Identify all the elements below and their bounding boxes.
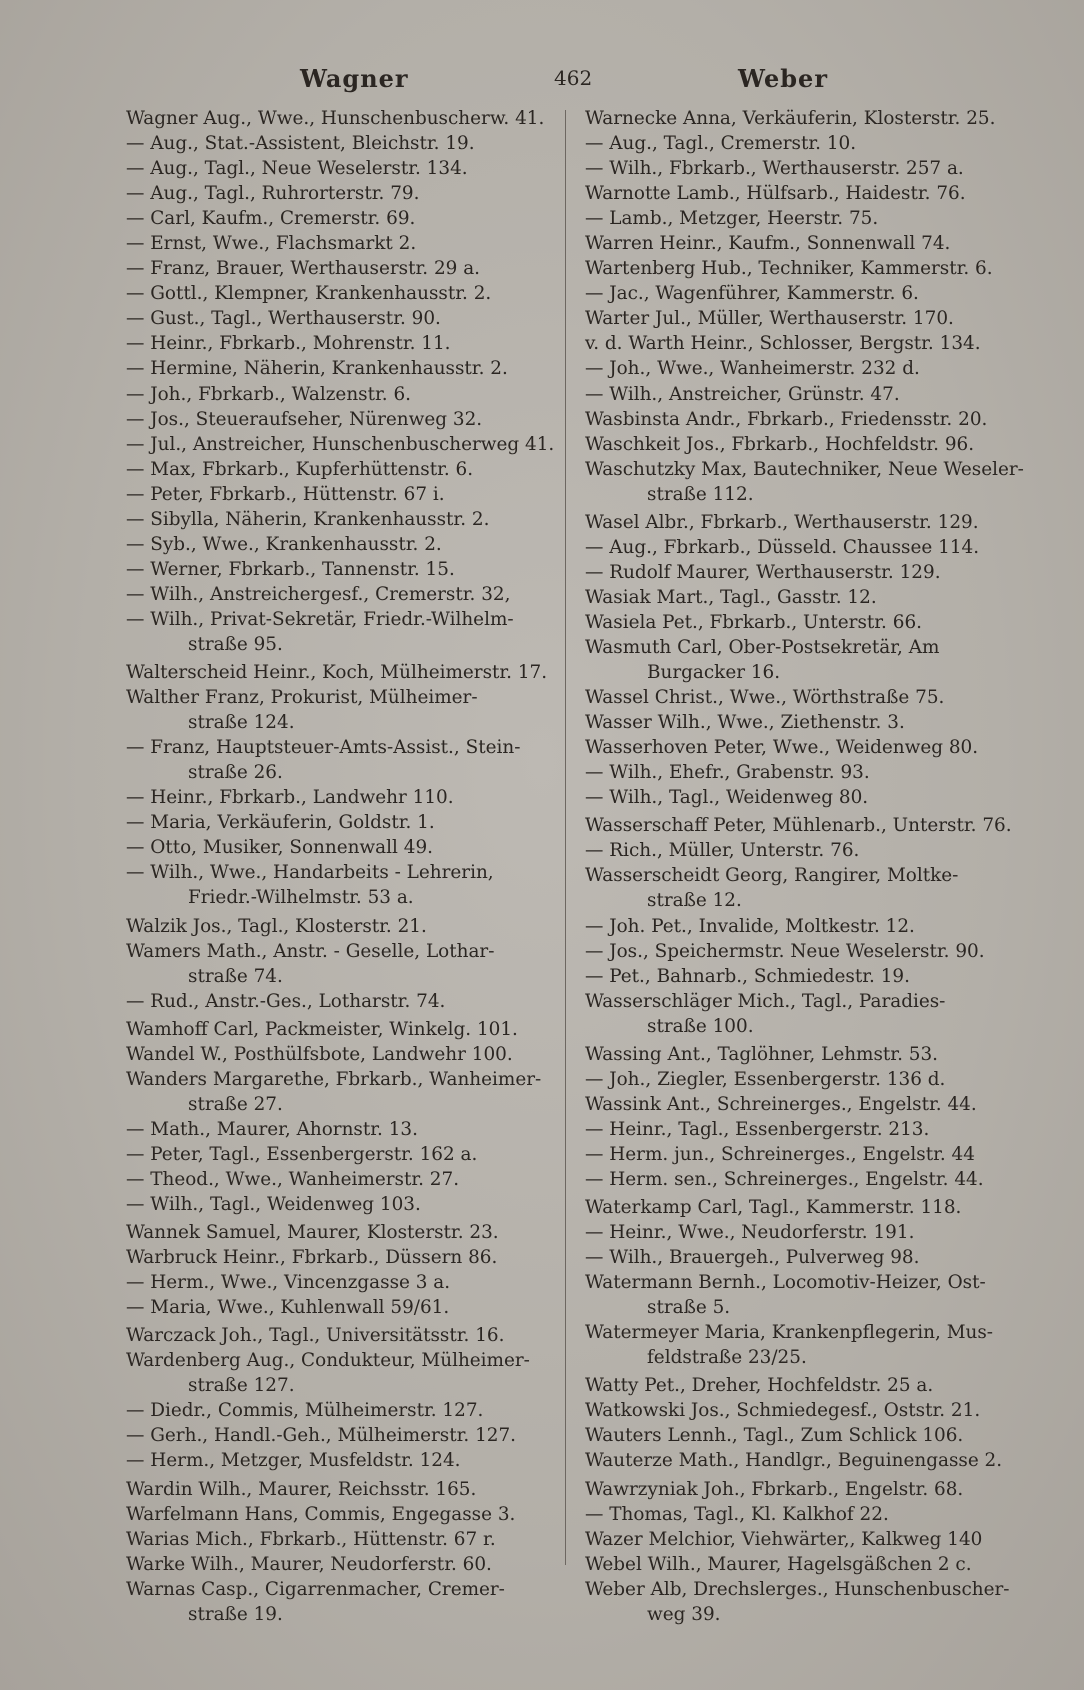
directory-entry: [126, 685, 556, 735]
directory-entry: [585, 106, 1017, 131]
directory-entry: [585, 432, 1017, 457]
entry-line: v. d. Warth Heinr., Schlosser, Bergstr. 134.: [585, 333, 981, 355]
directory-entry: [585, 1577, 1017, 1627]
directory-entry: [585, 356, 1017, 381]
directory-entry: [585, 838, 1017, 863]
directory-entry: [126, 1477, 556, 1502]
entry-line: Warter Jul., Müller, Werthauserstr. 170.: [585, 308, 954, 330]
entry-line: — Maria, Verkäuferin, Goldstr. 1.: [126, 812, 435, 834]
entry-line: Wassink Ant., Schreinerges., Engelstr. 44.: [585, 1093, 977, 1115]
entry-line: — Wilh., Tagl., Weidenweg 103.: [126, 1194, 421, 1216]
entry-line: — Heinr., Fbrkarb., Mohrenstr. 11.: [126, 333, 451, 355]
directory-entry: [126, 532, 556, 557]
directory-entry: [126, 1017, 556, 1042]
entry-line: Warczack Joh., Tagl., Universitätsstr. 16.: [126, 1325, 505, 1347]
entry-line: — Peter, Tagl., Essenbergerstr. 162 a.: [126, 1143, 478, 1165]
entry-line: Wasbinsta Andr., Fbrkarb., Friedensstr. 20.: [585, 408, 988, 430]
directory-entry: [126, 1552, 556, 1577]
directory-entry: [585, 331, 1017, 356]
directory-entry: [585, 231, 1017, 256]
entry-line: — Herm., Metzger, Musfeldstr. 124.: [126, 1450, 461, 1472]
directory-entry: [585, 131, 1017, 156]
entry-continuation-line: feldstraße 23/25.: [647, 1347, 807, 1369]
entry-continuation-line: straße 127.: [188, 1375, 295, 1397]
directory-entry: [126, 256, 556, 281]
directory-entry: [126, 131, 556, 156]
entry-continuation-line: straße 5.: [647, 1297, 731, 1319]
directory-entry: [585, 407, 1017, 432]
directory-entry: [585, 306, 1017, 331]
directory-entry: [585, 1245, 1017, 1270]
entry-continuation-line: straße 95.: [188, 633, 283, 655]
directory-entry: [585, 964, 1017, 989]
entry-line: — Aug., Tagl., Ruhrorterstr. 79.: [126, 183, 420, 205]
entry-line: — Rich., Müller, Unterstr. 76.: [585, 840, 860, 862]
entry-line: — Carl, Kaufm., Cremerstr. 69.: [126, 208, 416, 230]
directory-entry: [585, 1423, 1017, 1448]
entry-line: Warfelmann Hans, Commis, Engegasse 3.: [126, 1503, 516, 1525]
directory-entry: [126, 1295, 556, 1320]
directory-entry: [585, 1092, 1017, 1117]
directory-entry: [126, 860, 556, 910]
directory-entry: [126, 432, 556, 457]
entry-line: — Franz, Hauptsteuer-Amts-Assist., Stein-: [126, 737, 521, 759]
entry-line: — Wilh., Fbrkarb., Werthauserstr. 257 a.: [585, 158, 964, 180]
directory-entry: [126, 1270, 556, 1295]
entry-line: — Gerh., Handl.-Geh., Mülheimerstr. 127.: [126, 1425, 517, 1447]
entry-line: Wanders Margarethe, Fbrkarb., Wanheimer-: [126, 1068, 542, 1090]
directory-entry: [126, 106, 556, 131]
directory-entry: [585, 535, 1017, 560]
entry-line: — Max, Fbrkarb., Kupferhüttenstr. 6.: [126, 458, 474, 480]
directory-entry: [126, 356, 556, 381]
entry-continuation-line: Burgacker 16.: [647, 662, 781, 684]
entry-line: — Gottl., Klempner, Krankenhausstr. 2.: [126, 283, 492, 305]
entry-line: — Joh., Fbrkarb., Walzenstr. 6.: [126, 383, 411, 405]
directory-entry: [126, 507, 556, 532]
directory-entry: [585, 256, 1017, 281]
entry-line: — Ernst, Wwe., Flachsmarkt 2.: [126, 233, 417, 255]
entry-continuation-line: straße 12.: [647, 890, 742, 912]
entry-continuation-line: straße 19.: [188, 1603, 283, 1625]
directory-entry: [585, 1042, 1017, 1067]
directory-entry: [126, 382, 556, 407]
column-divider: [565, 110, 566, 1565]
entry-line: Webel Wilh., Maurer, Hagelsgäßchen 2 c.: [585, 1553, 972, 1575]
directory-entry: [585, 1502, 1017, 1527]
directory-entry: [585, 1477, 1017, 1502]
directory-entry: [585, 560, 1017, 585]
entry-line: Wassel Christ., Wwe., Wörthstraße 75.: [585, 687, 945, 709]
directory-entry: [585, 1270, 1017, 1320]
page-header: [0, 64, 1084, 98]
directory-entry: [585, 1167, 1017, 1192]
directory-entry: [126, 1502, 556, 1527]
directory-entry: [585, 1320, 1017, 1370]
entry-line: Wazer Melchior, Viehwärter,, Kalkweg 140: [585, 1528, 983, 1550]
entry-line: — Otto, Musiker, Sonnenwall 49.: [126, 837, 433, 859]
directory-entry: [126, 1245, 556, 1270]
entry-line: Wasser Wilh., Wwe., Ziethenstr. 3.: [585, 712, 905, 734]
entry-line: — Herm. sen., Schreinerges., Engelstr. 44.: [585, 1168, 984, 1190]
directory-entry: [585, 1398, 1017, 1423]
directory-entry: [126, 735, 556, 785]
directory-entry: [585, 785, 1017, 810]
directory-entry: [126, 660, 556, 685]
directory-entry: [585, 585, 1017, 610]
entry-line: Wasiak Mart., Tagl., Gasstr. 12.: [585, 586, 877, 608]
directory-entry: [126, 407, 556, 432]
entry-line: — Heinr., Fbrkarb., Landwehr 110.: [126, 787, 454, 809]
directory-entry: [585, 1552, 1017, 1577]
directory-entry: [126, 1398, 556, 1423]
directory-entry: [126, 306, 556, 331]
entry-line: Weber Alb, Drechslerges., Hunschenbuscher-: [585, 1578, 1010, 1600]
entry-line: Watermann Bernh., Locomotiv-Heizer, Ost-: [585, 1272, 986, 1294]
entry-line: Warren Heinr., Kaufm., Sonnenwall 74.: [585, 233, 951, 255]
entry-line: — Werner, Fbrkarb., Tannenstr. 15.: [126, 558, 455, 580]
entry-line: Warnecke Anna, Verkäuferin, Klosterstr. 25.: [585, 108, 996, 129]
entry-line: — Diedr., Commis, Mülheimerstr. 127.: [126, 1400, 484, 1422]
entry-line: Wamhoff Carl, Packmeister, Winkelg. 101.: [126, 1018, 518, 1040]
directory-entry: [585, 1195, 1017, 1220]
directory-entry: [126, 181, 556, 206]
entry-continuation-line: weg 39.: [647, 1603, 721, 1625]
entry-continuation-line: straße 100.: [647, 1015, 754, 1037]
entry-continuation-line: straße 27.: [188, 1093, 283, 1115]
entry-line: — Wilh., Wwe., Handarbeits - Lehrerin,: [126, 862, 494, 884]
entry-line: — Heinr., Wwe., Neudorferstr. 191.: [585, 1222, 915, 1244]
entry-line: — Aug., Tagl., Neue Weselerstr. 134.: [126, 158, 468, 180]
directory-entry: [585, 914, 1017, 939]
directory-entry: [126, 1067, 556, 1117]
entry-line: Walterscheid Heinr., Koch, Mülheimerstr. 17.: [126, 662, 548, 684]
directory-entry: [126, 457, 556, 482]
left-column: [126, 106, 556, 1627]
right-column: [585, 106, 1024, 1627]
directory-entry: [126, 582, 556, 607]
directory-entry: [126, 1423, 556, 1448]
entry-line: — Wilh., Ehefr., Grabenstr. 93.: [585, 762, 870, 784]
directory-entry: [585, 735, 1017, 760]
entry-line: Waschkeit Jos., Fbrkarb., Hochfeldstr. 96.: [585, 433, 975, 455]
entry-line: — Rudolf Maurer, Werthauserstr. 129.: [585, 561, 941, 583]
directory-entry: [126, 1448, 556, 1473]
entry-line: — Sibylla, Näherin, Krankenhausstr. 2.: [126, 508, 490, 530]
directory-entry: [126, 557, 556, 582]
entry-line: Wardin Wilh., Maurer, Reichsstr. 165.: [126, 1478, 477, 1500]
entry-line: Waschutzky Max, Bautechniker, Neue Weseler-: [585, 458, 1024, 480]
directory-entry: [585, 813, 1017, 838]
entry-line: Waterkamp Carl, Tagl., Kammerstr. 118.: [585, 1197, 962, 1219]
entry-line: — Jul., Anstreicher, Hunschenbuscherweg 41.: [126, 433, 555, 455]
directory-entry: [585, 457, 1024, 507]
entry-line: — Aug., Stat.-Assistent, Bleichstr. 19.: [126, 133, 475, 155]
entry-line: Wasserschläger Mich., Tagl., Paradies-: [585, 990, 946, 1012]
entry-continuation-line: straße 74.: [188, 965, 283, 987]
entry-line: Wassing Ant., Taglöhner, Lehmstr. 53.: [585, 1043, 939, 1065]
entry-line: Wasserschaff Peter, Mühlenarb., Unterstr. 76.: [585, 815, 1012, 837]
entry-line: Wawrzyniak Joh., Fbrkarb., Engelstr. 68.: [585, 1478, 964, 1500]
entry-continuation-line: straße 112.: [647, 483, 754, 505]
entry-line: — Syb., Wwe., Krankenhausstr. 2.: [126, 533, 442, 555]
entry-continuation-line: straße 26.: [188, 762, 283, 784]
directory-entry: [126, 914, 556, 939]
entry-line: — Jac., Wagenführer, Kammerstr. 6.: [585, 283, 919, 305]
entry-line: Wasmuth Carl, Ober-Postsekretär, Am: [585, 636, 940, 658]
entry-line: — Maria, Wwe., Kuhlenwall 59/61.: [126, 1297, 450, 1319]
directory-entry: [585, 1448, 1017, 1473]
directory-entry: [585, 382, 1017, 407]
directory-entry: [126, 1192, 556, 1217]
entry-line: Wandel W., Posthülfsbote, Landwehr 100.: [126, 1043, 513, 1065]
entry-line: — Math., Maurer, Ahornstr. 13.: [126, 1118, 418, 1140]
directory-entry: [585, 510, 1017, 535]
entry-line: — Franz, Brauer, Werthauserstr. 29 a.: [126, 258, 481, 280]
entry-line: Wauterze Math., Handlgr., Beguinengasse 2.: [585, 1450, 1003, 1472]
directory-entry: [585, 635, 1017, 685]
directory-entry: [126, 482, 556, 507]
directory-entry: [126, 1117, 556, 1142]
directory-entry: [126, 1220, 556, 1245]
entry-line: — Jos., Speichermstr. Neue Weselerstr. 90.: [585, 940, 985, 962]
directory-entry: [585, 281, 1017, 306]
entry-line: — Wilh., Anstreicher, Grünstr. 47.: [585, 383, 900, 405]
entry-line: — Jos., Steueraufseher, Nürenweg 32.: [126, 408, 483, 430]
directory-entry: [585, 1373, 1017, 1398]
directory-entry: [585, 989, 1017, 1039]
directory-entry: [126, 810, 556, 835]
entry-line: Wartenberg Hub., Techniker, Kammerstr. 6.: [585, 258, 993, 280]
header-right-name: Weber: [738, 64, 828, 93]
entry-line: — Joh., Ziegler, Essenbergerstr. 136 d.: [585, 1068, 946, 1090]
directory-entry: [126, 1527, 556, 1552]
entry-line: Walther Franz, Prokurist, Mülheimer-: [126, 687, 478, 709]
entry-line: — Gust., Tagl., Werthauserstr. 90.: [126, 308, 441, 330]
directory-entry: [126, 1577, 556, 1627]
directory-entry: [585, 1117, 1017, 1142]
entry-line: Wannek Samuel, Maurer, Klosterstr. 23.: [126, 1222, 499, 1244]
directory-entry: [126, 989, 556, 1014]
directory-entry: [126, 835, 556, 860]
entry-line: — Wilh., Tagl., Weidenweg 80.: [585, 787, 869, 809]
directory-entry: [585, 863, 1017, 913]
entry-line: Warke Wilh., Maurer, Neudorferstr. 60.: [126, 1553, 492, 1575]
directory-entry: [126, 1042, 556, 1067]
directory-entry: [585, 1142, 1017, 1167]
directory-entry: [585, 206, 1017, 231]
directory-entry: [585, 685, 1017, 710]
entry-line: Wardenberg Aug., Condukteur, Mülheimer-: [126, 1350, 530, 1372]
entry-line: Walzik Jos., Tagl., Klosterstr. 21.: [126, 915, 427, 937]
entry-line: — Wilh., Anstreichergesf., Cremerstr. 32,: [126, 583, 511, 605]
directory-entry: [585, 1527, 1017, 1552]
entry-line: — Wilh., Brauergeh., Pulverweg 98.: [585, 1247, 920, 1269]
entry-line: Wasiela Pet., Fbrkarb., Unterstr. 66.: [585, 611, 923, 633]
entry-line: — Hermine, Näherin, Krankenhausstr. 2.: [126, 358, 508, 380]
entry-line: Wasserhoven Peter, Wwe., Weidenweg 80.: [585, 737, 979, 759]
entry-line: Wauters Lennh., Tagl., Zum Schlick 106.: [585, 1425, 964, 1447]
entry-line: — Aug., Fbrkarb., Düsseld. Chaussee 114.: [585, 536, 980, 558]
entry-line: — Thomas, Tagl., Kl. Kalkhof 22.: [585, 1503, 889, 1525]
entry-line: — Theod., Wwe., Wanheimerstr. 27.: [126, 1168, 460, 1190]
directory-entry: [126, 331, 556, 356]
page-number: 462: [554, 66, 593, 90]
entry-line: Warnas Casp., Cigarrenmacher, Cremer-: [126, 1578, 505, 1600]
entry-line: Watkowski Jos., Schmiedegesf., Oststr. 21.: [585, 1400, 981, 1422]
entry-line: Wamers Math., Anstr. - Geselle, Lothar-: [126, 940, 495, 962]
entry-line: Watty Pet., Dreher, Hochfeldstr. 25 a.: [585, 1375, 934, 1397]
directory-entry: [126, 1142, 556, 1167]
directory-entry: [126, 785, 556, 810]
entry-line: Wasel Albr., Fbrkarb., Werthauserstr. 129.: [585, 511, 979, 533]
entry-line: — Herm., Wwe., Vincenzgasse 3 a.: [126, 1272, 451, 1294]
entry-line: Watermeyer Maria, Krankenpflegerin, Mus-: [585, 1322, 994, 1344]
entry-line: — Peter, Fbrkarb., Hüttenstr. 67 i.: [126, 483, 445, 505]
entry-line: Warias Mich., Fbrkarb., Hüttenstr. 67 r.: [126, 1528, 496, 1550]
entry-continuation-line: straße 124.: [188, 712, 295, 734]
directory-entry: [585, 760, 1017, 785]
directory-entry: [585, 156, 1017, 181]
directory-entry: [126, 1323, 556, 1348]
directory-entry: [585, 710, 1017, 735]
directory-entry: [126, 281, 556, 306]
header-left-name: Wagner: [300, 64, 409, 93]
entry-line: — Wilh., Privat-Sekretär, Friedr.-Wilhelm-: [126, 608, 514, 630]
directory-entry: [126, 1167, 556, 1192]
entry-line: Warbruck Heinr., Fbrkarb., Düssern 86.: [126, 1247, 498, 1269]
directory-entry: [585, 939, 1017, 964]
entry-line: Wasserscheidt Georg, Rangirer, Moltke-: [585, 865, 959, 887]
directory-entry: [585, 1220, 1017, 1245]
directory-entry: [126, 231, 556, 256]
entry-line: — Heinr., Tagl., Essenbergerstr. 213.: [585, 1118, 930, 1140]
entry-line: — Aug., Tagl., Cremerstr. 10.: [585, 133, 857, 155]
directory-entry: [126, 206, 556, 231]
directory-entry: [585, 610, 1017, 635]
directory-entry: [585, 181, 1017, 206]
directory-entry: [126, 939, 556, 989]
entry-line: — Herm. jun., Schreinerges., Engelstr. 44: [585, 1143, 975, 1165]
directory-entry: [126, 607, 556, 657]
entry-line: — Rud., Anstr.-Ges., Lotharstr. 74.: [126, 990, 446, 1012]
entry-line: — Joh., Wwe., Wanheimerstr. 232 d.: [585, 358, 920, 380]
entry-line: Wagner Aug., Wwe., Hunschenbuscherw. 41.: [126, 108, 545, 129]
directory-entry: [585, 1067, 1017, 1092]
directory-entry: [126, 156, 556, 181]
entry-line: — Lamb., Metzger, Heerstr. 75.: [585, 208, 879, 230]
entry-line: — Pet., Bahnarb., Schmiedestr. 19.: [585, 965, 910, 987]
entry-continuation-line: Friedr.-Wilhelmstr. 53 a.: [188, 887, 414, 909]
entry-line: Warnotte Lamb., Hülfsarb., Haidestr. 76.: [585, 183, 966, 205]
directory-entry: [126, 1348, 556, 1398]
entry-line: — Joh. Pet., Invalide, Moltkestr. 12.: [585, 915, 915, 937]
